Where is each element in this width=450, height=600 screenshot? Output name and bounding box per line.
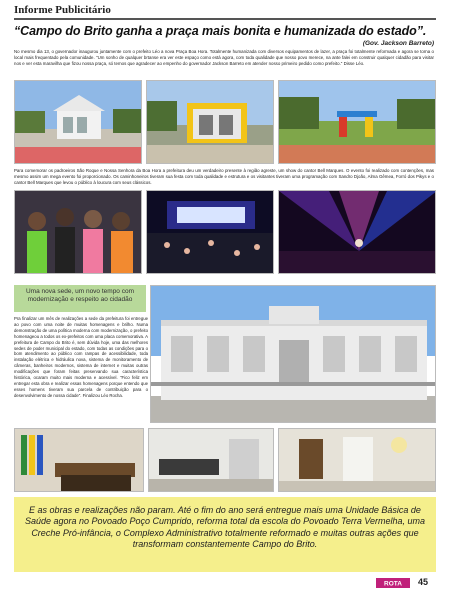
office-photo-desk bbox=[148, 428, 274, 492]
show-photo-stage bbox=[278, 190, 436, 274]
photo-caption: Para comemorar os padroeiros São Roque e Nossa Senhora da Boa Hora a prefeitura deu um verdadeiro presente à região agreste, um show do cantor Bell Marques. O evento foi realizado com contenções, mas mesmo assim um mega evento foi proporcionado. Os caminhoneiros tiveram sua festa com toda qualidade e estrutura e os visitantes tiveram uma programação com Sandro Djoão, Alma Gêmea, Forró dos Pikys e o cantor Bell Marques que levou o público à loucura com seus clássicos. bbox=[14, 168, 434, 185]
page-number: 45 bbox=[418, 577, 429, 587]
plaza-photo-playground bbox=[278, 80, 436, 164]
section-label: Informe Publicitário bbox=[14, 4, 111, 16]
byline: (Gov. Jackson Barreto) bbox=[362, 40, 434, 47]
sede-body-text: Pra finalizar um mês de realizações a sede da prefeitura foi entregue ao povo com uma noite de muitas homenagens e brilho. Numa demonstração de uma política moderna com modernização, o prefeito homenageou a todos os ex-prefeitos com uma placa comemorativa. A prefeitura de Campo do Brito é, sem dúvida hoje, uma das melhores sedes de poder municipal do estado, com todas as condições para o bom atendimento ao público com rampas de acessibilidade, toda instalação elétrica e hidráulica nova, sistema de monitoramento de câmeras, banheiros modernos, sistema de internet e muitas outras modificações que foram feitas preservando sua característica histórica, ocaram muito mais moderna e acessível. "Fico feliz em entregar esta obra e realizar essas homenagens porque entendo que esses homens tiveram sua parcela de contribuição para o desenvolvimento de nossa cidade". Finalizou Léo Rocha. bbox=[14, 316, 148, 398]
office-photo-hall bbox=[278, 428, 436, 492]
city-hall-photo bbox=[150, 285, 436, 423]
headline: “Campo do Brito ganha a praça mais bonita e humanizada do estado”. bbox=[14, 24, 427, 38]
intro-text: No mesmo dia 13, o governador inaugurou juntamente com o prefeito Léo a nova Praça Boa Hora. Totalmente humanizada com diversos equipamentos de lazer, a praça foi totalmente reformada e agora se torna o local mais frequentado pela comunidade. "Um sonho de qualquer brtanse era ver este espaço como está agora, com toda qualidade que nosso povo merece, na ante falei em construir qualquer cidadão para visitar nos e ver esta maravilha que fizou nossa praça, só temos que agradecer ao empenho do governador Jackson Barreto em atender nosso primeiro pedido como prefeito." Disse Léo. bbox=[14, 49, 434, 66]
header-rule bbox=[14, 18, 436, 20]
sede-title-box: Uma nova sede, um novo tempo com modernização e respeito ao cidadão bbox=[14, 285, 146, 312]
plaza-photo-kiosk bbox=[14, 80, 142, 164]
show-photo-group bbox=[14, 190, 142, 274]
office-photo-flags bbox=[14, 428, 144, 492]
show-photo-crowd bbox=[146, 190, 274, 274]
closing-text-box: E as obras e realizações não param. Até o fim do ano será entregue mais uma Unidade Básica de Saúde agora no Povoado Poço Cumprido, reforma total da escola do Povoado Terra Vermelha, uma Creche Pró-infância, o Complexo Administrativo totalmente reformado e muitas outras ações que transformam constantemente Campo do Brito. bbox=[14, 497, 436, 572]
plaza-photo-yellow-building bbox=[146, 80, 274, 164]
logo-text: ROTA bbox=[384, 580, 402, 588]
magazine-logo bbox=[376, 578, 410, 588]
